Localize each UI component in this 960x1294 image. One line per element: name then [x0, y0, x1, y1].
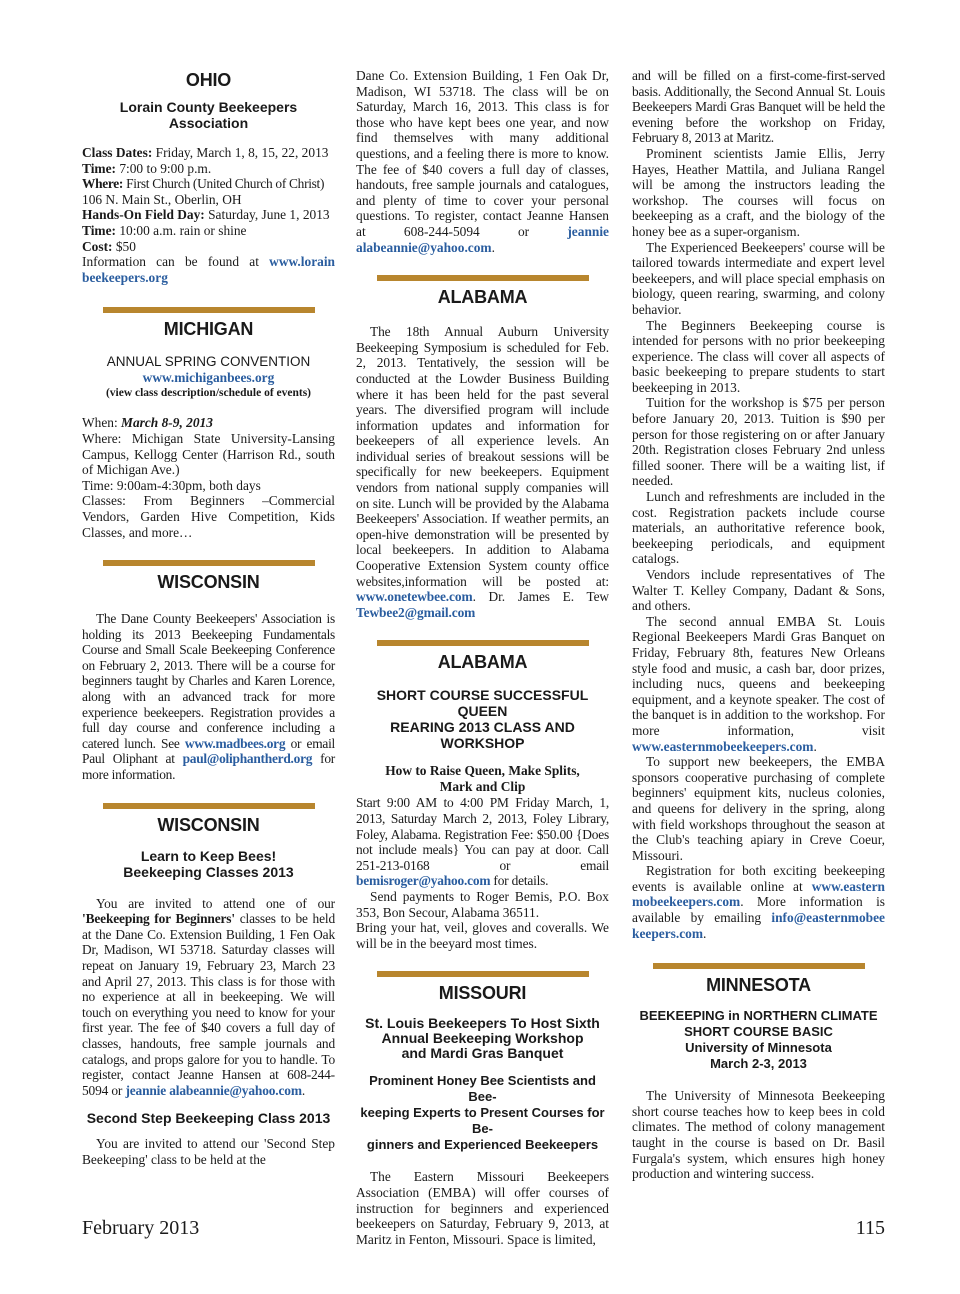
- label: Cost:: [82, 238, 113, 254]
- paragraph: Prominent scientists Jamie Ellis, Jerry Hayes, Heather Mattila, and Juliana Rangel will be among the instructors leading the workshop. The courses will focus on beekeeping as a craft, and the biology of the honey bee as a super-organism.: [632, 145, 885, 239]
- value: 10:00 a.m. rain or shine: [115, 222, 247, 238]
- second-step-body: You are invited to attend our 'Second Step Beekeeping' class to be held at the: [82, 1136, 335, 1167]
- section-divider: [103, 307, 315, 313]
- emba-link[interactable]: www.eastern mobeekeepers.com: [632, 878, 885, 910]
- text: .: [813, 738, 817, 754]
- label: When:: [82, 415, 122, 431]
- email-link[interactable]: bemisroger@yahoo.com: [356, 873, 491, 889]
- bold-text: 'Beekeeping for Beginners': [82, 911, 235, 927]
- ohio-link[interactable]: www.lorain beekeepers.org: [82, 254, 335, 285]
- missouri-title-1: St. Louis Beekeepers To Host Sixth: [365, 1015, 600, 1032]
- email-link[interactable]: jeannie alabeannie@yahoo.com: [356, 223, 609, 255]
- alabama-sub-1: How to Raise Queen, Make Splits,: [385, 763, 580, 779]
- alabama-payments: Send payments to Roger Bemis, P.O. Box 353, Bon Secour, Alabama 36511.: [356, 888, 609, 920]
- second-step-title: Second Step Beekeeping Class 2013: [86, 1110, 331, 1127]
- value: March 8-9, 2013: [121, 415, 213, 431]
- state-heading-minnesota: MINNESOTA: [706, 975, 811, 996]
- madbees-link[interactable]: www.madbees.org: [184, 735, 286, 751]
- wisconsin-body: [82, 611, 335, 783]
- onetewbee-link[interactable]: www.onetewbee.com: [356, 589, 473, 605]
- text: The Dane County Beekeepers' Association is holding its 2013 Beekeeping Fundamentals Course and Small Scale Beekeeping Conference on February 2, 2013. There will be a course for beginners taught by Charles and Karen Lorence, along with an advanced track for more experience beekeepers. Registration provides a full day course and conference including a catered lunch. See: [82, 611, 335, 751]
- michigan-note: (view class description/schedule of events): [105, 387, 312, 400]
- text: You are invited to attend one of our: [96, 895, 335, 911]
- minnesota-title-4: March 2-3, 2013: [710, 1056, 807, 1072]
- alabama-title-2: REARING 2013 CLASS AND WORKSHOP: [390, 719, 575, 752]
- label: Hands-On Field Day:: [82, 207, 205, 223]
- wisconsin-classes-body: [82, 896, 335, 1099]
- section-divider: [377, 640, 589, 646]
- text: .: [703, 925, 707, 941]
- paragraph: To support new beekeepers, the EMBA sponsors cooperative purchasing of complete beginners' equipment kits, nucleus colonies, and queens for delivery in the spring, along with field workshops throughout the season at the Club's teaching apiary in Creve Coeur, Missouri.: [632, 754, 885, 863]
- alabama-body: [356, 324, 609, 620]
- paragraph: [632, 863, 885, 941]
- section-divider: [377, 275, 589, 281]
- value: 7:00 to 9:00 p.m.: [115, 160, 212, 176]
- alabama-course-body: [356, 795, 609, 889]
- state-heading-wisconsin: WISCONSIN: [157, 572, 260, 593]
- paragraph: Lunch and refreshments are included in the cost. Registration packets include course materials, an authoritative reference book, beekeeping periodicals, and equipment catalogs.: [632, 489, 885, 567]
- section-divider: [103, 560, 315, 566]
- missouri-sub-2: keeping Experts to Present Courses for Be-: [360, 1105, 605, 1137]
- state-heading-alabama: ALABAMA: [437, 287, 528, 308]
- minnesota-body: The University of Minnesota Beekeeping short course teaches how to keep bees in cold climates. The method of colony management taught in the course is based on Dr. Basil Furgala's system, which ensures high honey production and wintering success.: [632, 1088, 885, 1182]
- paragraph: and will be filled on a first-come-first-served basis. Additionally, the Second Annual St. Louis Beekeepers Mardi Gras Banquet will be held the evening before the workshop on Friday, February 8, 2013 at Maritz.: [632, 68, 885, 146]
- text: Registration for both exciting beekeeping events is available online at: [632, 863, 885, 894]
- ohio-details: [82, 145, 335, 285]
- text: Dane Co. Extension Building, 1 Fen Oak Dr, Madison, WI 53718. The class will be on Saturday, March 16, 2013. This class is for those who have kept bees one year, and now find themselves with many additional questions, and a feeling there is more to know. The fee of $40 covers a full day of classes, handouts, free sample journals and catalogues, and plenty of time to cover your personal questions. To register, contact Jeanne Hansen at 608-244-5094 or: [356, 68, 609, 239]
- text: . Dr. James E. Tew: [472, 589, 609, 605]
- paragraph: [632, 614, 885, 754]
- state-heading-missouri: MISSOURI: [438, 983, 527, 1004]
- minnesota-title-1: BEEKEEPING in NORTHERN CLIMATE: [639, 1008, 878, 1024]
- text: for more information.: [82, 751, 336, 783]
- label: Class Dates:: [82, 145, 153, 160]
- text: The second annual EMBA St. Louis Regional Beekeepers Mardi Gras Banquet on Friday, February 8th, features New Orleans style food and music, a cash bar, door prizes, including nucs, queens and beekeeping equipment, and a keynote speaker. The cost of the banquet is in addition to the workshop. For more information, visit: [632, 613, 885, 738]
- michigan-link[interactable]: www.michiganbees.org: [142, 370, 275, 386]
- alabama-sub-2: Mark and Clip: [439, 779, 526, 795]
- minnesota-title-3: University of Minnesota: [685, 1040, 832, 1056]
- michigan-time: Time: 9:00am-4:30pm, both days: [82, 477, 261, 493]
- missouri-sub-3: ginners and Experienced Beekeepers: [366, 1137, 599, 1153]
- michigan-title: ANNUAL SPRING CONVENTION: [106, 354, 311, 370]
- michigan-where: Where: Michigan State University-Lansing Campus, Kellogg Center (Harrison Rd., south of Michigan Ave.): [82, 430, 335, 478]
- section-divider: [377, 971, 589, 977]
- alabama-title-1: SHORT COURSE SUCCESSFUL QUEEN: [376, 687, 589, 720]
- continued-text: [356, 68, 609, 255]
- text: .: [301, 1082, 306, 1098]
- missouri-body: The Eastern Missouri Beekeepers Association (EMBA) will offer courses of instruction for beginners and experienced beekeepers on Saturday, February 9, 2013, at Maritz in Fenton, Missouri. Space is limited,: [356, 1169, 609, 1247]
- footer-month: February 2013: [82, 1217, 200, 1239]
- paragraph: Vendors include representatives of The Walter T. Kelley Company, Dadant & Sons, and others.: [632, 567, 885, 614]
- ohio-info: Information can be found at: [82, 254, 270, 270]
- missouri-title-2: Annual Beekeeping Workshop: [381, 1030, 584, 1047]
- missouri-sub-1: Prominent Honey Bee Scientists and Bee-: [369, 1073, 596, 1105]
- michigan-classes: Classes: From Beginners –Commercial Vendors, Garden Hive Competition, Kids Classes, and more…: [82, 493, 335, 540]
- label: Where:: [82, 176, 124, 192]
- state-heading-michigan: MICHIGAN: [163, 319, 254, 340]
- emba-link[interactable]: www.easternmobeekeepers.com: [632, 738, 814, 754]
- value: $50: [112, 238, 136, 254]
- text: classes to be held at the Dane Co. Extension Building, 1 Fen Oak Dr, Madison, WI 53718. Saturday classes will repeat on January 19, February 23, March 23 and April 27, 2013. This class is for those with no experience at all in beekeeping. We will touch on everything you need to know for your first year. The fee of $40 covers a full day of classes, handouts, free sample journals and catalogs, and props galore for you to handle. To register, contact Jeanne Hansen at 608-244-5094 or: [82, 911, 335, 1098]
- missouri-title-3: and Mardi Gras Banquet: [401, 1045, 564, 1062]
- text: . More information is available by emailing: [632, 894, 885, 926]
- value: Saturday, June 1, 2013: [204, 207, 330, 223]
- section-divider: [103, 803, 315, 809]
- paragraph: The Experienced Beekeepers' course will be tailored towards intermediate and expert level beekeepers, and will place special emphasis on biology, queen rearing, swarming, and colony behavior.: [632, 239, 885, 317]
- value: Friday, March 1, 8, 15, 22, 2013: [152, 145, 329, 160]
- email-link[interactable]: jeannie alabeannie@yahoo.com: [125, 1082, 302, 1098]
- text: Start 9:00 AM to 4:00 PM Friday March, 1, 2013, Saturday March 2, 2013, Foley Library, Foley, Alabama. Registration Fee: $50.00 {Does not include meals} You can pay at door. Call 251-213-0168 or email: [356, 795, 609, 873]
- wisconsin-title-2: Beekeeping Classes 2013: [123, 863, 294, 880]
- wisconsin-title-1: Learn to Keep Bees!: [140, 847, 277, 864]
- state-heading-ohio: OHIO: [185, 70, 232, 90]
- column-3: [632, 68, 885, 1182]
- ohio-address: 106 N. Main St., Oberlin, OH: [82, 191, 242, 207]
- column-2: [356, 68, 609, 1247]
- email-link[interactable]: info@easternmobee keepers.com: [632, 910, 885, 941]
- label: Time:: [82, 160, 116, 176]
- minnesota-title-2: SHORT COURSE BASIC: [684, 1024, 833, 1040]
- section-divider: [653, 963, 865, 969]
- state-heading-alabama-2: ALABAMA: [437, 652, 528, 673]
- paragraph: Tuition for the workshop is $75 per person before January 20, 2013. Tuition is $90 per person for those registering on or after January 20th. Registration closes February 2nd unless filled sooner. There will be a waiting list, if needed.: [632, 395, 885, 489]
- column-1: [82, 68, 335, 1168]
- text: or email Paul Oliphant at: [82, 735, 336, 767]
- text: for details.: [490, 873, 549, 889]
- paragraph: The Beginners Beekeeping course is intended for persons with no prior beekeeping experience. The class will cover all aspects of basic beekeeping to prepare students to start beekeeping in 2013.: [632, 317, 885, 395]
- email-link[interactable]: paul@oliphantherd.org: [182, 751, 313, 767]
- page-number: 115: [855, 1217, 885, 1239]
- alabama-bring: Bring your hat, veil, gloves and coveralls. We will be in the beeyard most times.: [356, 920, 609, 951]
- email-link[interactable]: Tewbee2@gmail.com: [356, 604, 476, 620]
- label: Time:: [82, 222, 116, 238]
- value: First Church (United Church of Christ): [123, 176, 325, 192]
- ohio-org-title: Lorain County Beekeepers Association: [119, 99, 298, 131]
- text: .: [491, 239, 495, 255]
- text: The 18th Annual Auburn University Beekeeping Symposium is scheduled for Feb. 2, 2013. Tentatively, the session will be conducted at the Lowder Business Building where it has been held for the past several years. The diversified program will include information updates and information for beekeepers of all experience levels. An individual series of breakout sessions will be specifically for new beekeepers. Equipment vendors from national supply companies will on site. Lunch will be provided by the Alabama Beekeepers' Association. If weather permits, an open-hive demonstration will be presented by local beekeepers. In addition to Alabama Cooperative Extension System county office websites,information will be posted at:: [356, 324, 609, 589]
- michigan-details: [82, 415, 335, 540]
- state-heading-wisconsin-2: WISCONSIN: [157, 814, 260, 835]
